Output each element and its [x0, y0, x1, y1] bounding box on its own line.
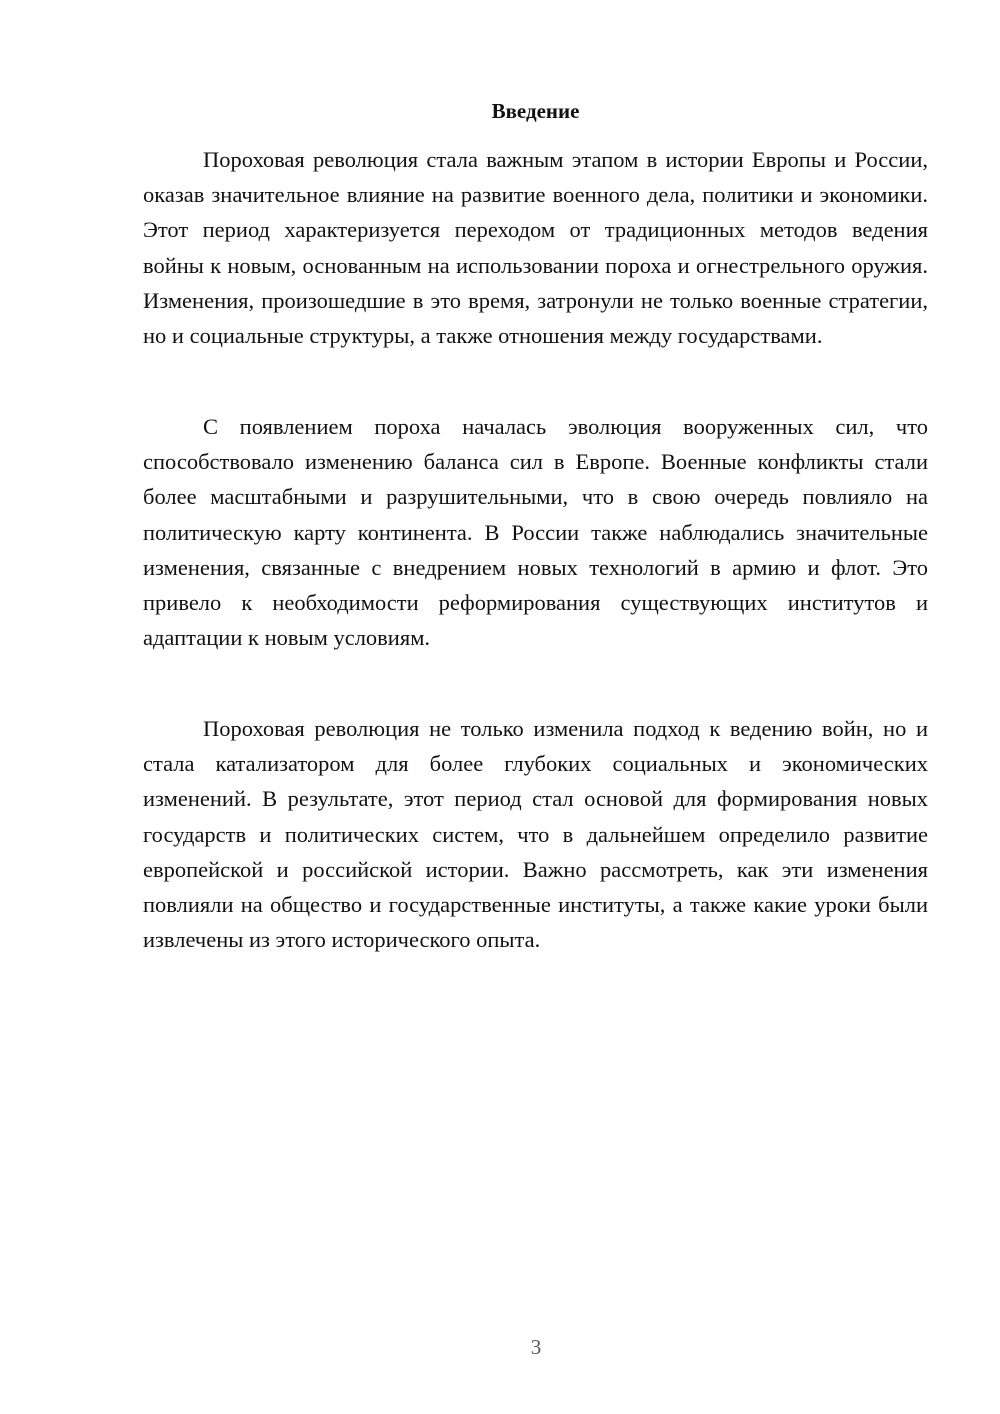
paragraph-3: Пороховая революция не только изменила подход к ведению войн, но и стала катализатором для более глубоких социальных и экономических изменений. В результате, этот период стал основой для формирования новых государств и политических систем, что в дальнейшем определило развитие европейской и российской истории. Важно рассмотреть, как эти изменения повлияли на общество и государственные институты, а также какие уроки были извлечены из этого исторического опыта. — [143, 716, 928, 953]
section-heading: Введение — [491, 99, 580, 123]
paragraph-1: Пороховая революция стала важным этапом в истории Европы и России, оказав значительное влияние на развитие военного дела, политики и экономики. Этот период характеризуется переходом от традиционных методов ведения войны к новым, основанным на использовании пороха и огнестрельного оружия. Изменения, произошедшие в это время, затронули не только военные стратегии, но и социальные структуры, а также отношения между государствами. — [143, 147, 928, 349]
paragraph-2: С появлением пороха началась эволюция вооруженных сил, что способствовало изменению баланса сил в Европе. Военные конфликты стали более масштабными и разрушительными, что в свою очередь повлияло на политическую карту континента. В России также наблюдались значительные изменения, связанные с внедрением новых технологий в армию и флот. Это привело к необходимости реформирования существующих институтов и адаптации к новым условиям. — [143, 414, 928, 651]
page-number: 3 — [530, 1335, 542, 1359]
